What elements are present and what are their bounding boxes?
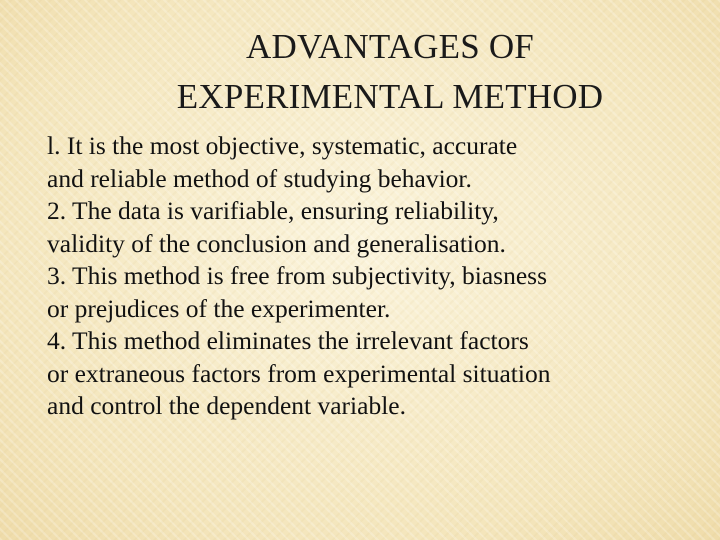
title-line-2: EXPERIMENTAL METHOD [176, 77, 604, 116]
slide-body [47, 130, 697, 423]
body-line-1: l. It is the most objective, systematic, accurate [47, 131, 518, 160]
body-line-4: validity of the conclusion and generalisation. [47, 228, 506, 258]
body-line-7: 4. This method eliminates the irrelevant factors [47, 326, 529, 355]
body-line-6: or prejudices of the experimenter. [47, 293, 391, 323]
title-line-1: ADVANTAGES OF [246, 27, 534, 66]
body-line-8: or extraneous factors from experimental situation [47, 358, 551, 388]
body-line-5: 3. This method is free from subjectivity, biasness [47, 261, 548, 290]
slide-title [130, 22, 650, 122]
body-line-9: and control the dependent variable. [47, 391, 406, 420]
body-line-3: 2. The data is varifiable, ensuring reliability, [47, 196, 499, 225]
body-line-2: and reliable method of studying behavior. [47, 163, 472, 193]
